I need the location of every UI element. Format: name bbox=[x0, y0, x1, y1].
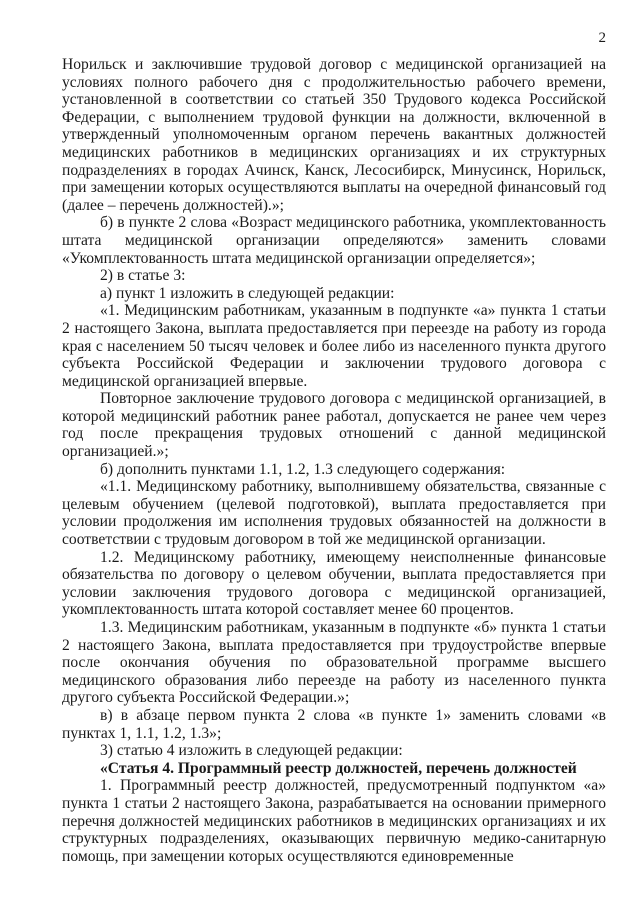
paragraph: 3) статью 4 изложить в следующей редакции: bbox=[100, 742, 403, 760]
paragraph: б) дополнить пунктами 1.1, 1.2, 1.3 следующего содержания: bbox=[100, 460, 506, 478]
paragraph: 1.3. Медицинским работникам, указанным в подпункте «б» пункта 1 статьи 2 настоящего Закона, выплата предоставляется при трудоустройстве впервые после окончания обучения по образовательной программе высшего медицинского образования либо переезде на работу из населенного пункта другого субъекта Российской Федерации.»; bbox=[62, 619, 606, 707]
paragraph: Норильск и заключившие трудовой договор с медицинской организацией на условиях полного рабочего дня с продолжительностью рабочего времени, установленной в соответствии со статьей 350 Трудового кодекса Российской Федерации, с выполнением трудовой функции на должности, включенной в утвержденный уполномоченным органом перечень вакантных должностей медицинских работников в медицинских организациях и их структурных подразделениях в городах Ачинск, Канск, Лесосибирск, Минусинск, Норильск, при замещении которых осуществляются выплаты на очередной финансовый год (далее – перечень должностей).»; bbox=[62, 56, 606, 214]
paragraph: в) в абзаце первом пункта 2 слова «в пункте 1» заменить словами «в пунктах 1, 1.1, 1.2, 1.3»; bbox=[62, 706, 606, 742]
paragraph: Повторное заключение трудового договора с медицинской организацией, в которой медицинский работник ранее работал, допускается не ранее чем через год после прекращения трудовых отношений с данной медицинской организацией.»; bbox=[62, 390, 606, 461]
article-heading: «Статья 4. Программный реестр должностей, перечень должностей bbox=[100, 759, 577, 777]
page-number: 2 bbox=[598, 30, 606, 46]
paragraph: б) в пункте 2 слова «Возраст медицинского работника, укомплектованность штата медицинской организации определяются» заменить словами «Укомплектованность штата медицинской организации определяется»; bbox=[62, 214, 606, 267]
paragraph: 2) в статье 3: bbox=[100, 267, 186, 285]
paragraph: «1.1. Медицинскому работнику, выполнившему обязательства, связанные с целевым обучением (целевой подготовкой), выплата предоставляется при условии продолжения им исполнения трудовых обязанностей на должности в соответствии с трудовым договором в той же медицинской организации. bbox=[62, 478, 606, 549]
document-body bbox=[62, 56, 606, 865]
paragraph: а) пункт 1 изложить в следующей редакции: bbox=[100, 284, 395, 302]
paragraph: 1.2. Медицинскому работнику, имеющему неисполненные финансовые обязательства по договору о целевом обучении, выплата предоставляется при условии заключения трудового договора с медицинской организацией, укомплектованность штата которой составляет менее 60 процентов. bbox=[62, 548, 606, 619]
paragraph: «1. Медицинским работникам, указанным в подпункте «а» пункта 1 статьи 2 настоящего Закона, выплата предоставляется при переезде на работу из города края с населением 50 тысяч человек и более либо из населенного пункта другого субъекта Российской Федерации и заключении трудового договора с медицинской организацией впервые. bbox=[62, 302, 606, 390]
paragraph: 1. Программный реестр должностей, предусмотренный подпунктом «а» пункта 1 статьи 2 настоящего Закона, разрабатывается на основании примерного перечня должностей медицинских работников в медицинских организациях и их структурных подразделениях, оказывающих первичную медико-санитарную помощь, при замещении которых осуществляются единовременные bbox=[62, 777, 606, 865]
